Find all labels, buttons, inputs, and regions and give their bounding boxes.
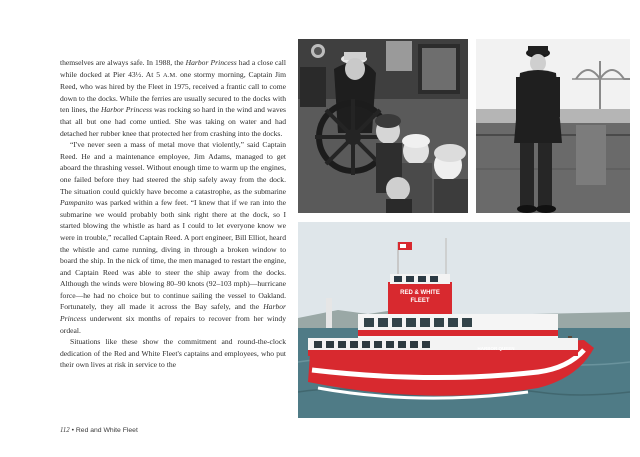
paragraph-3: Situations like these show the commitment and round-the-clock dedication of the Red and White Fleet's captains and employees, who put their own lives at risk in service to the <box>60 337 286 370</box>
photo-captain-with-children <box>298 39 468 213</box>
paragraph-2: “I've never seen a mass of metal move that violently,” said Captain Reed. He and a maintenance employee, Jim Adams, managed to get aboard the thrashing vessel. Without enough time to warm up the engines, one failed before they had steered the ship safely away from the dock. The situation could quickly have become a catastrophe, as the submarine Pampanito was parked within a few feet. “I knew that if we ran into the submarine we would probably both sink right there at the dock, so I started blowing the whistle as hard as I could to let everyone know we were in trouble,” recalled Captain Reed. A port engineer, Bill Elliot, heard the whistle and came running, diving in through a broken window to board the ship. In the nick of time, the men managed to restart the engine, and Captain Reed was able to steer the ship away from the docks. Although the winds were blowing 80–90 knots (92–103 mph)—hurricane force—he had no choice but to continue sailing the vessel to Oakland. Fortunately, they all made it across the Bay safely, and the Harbor Princess underwent six months of repairs to recover from her windy ordeal. <box>60 140 286 335</box>
photo-captain-on-deck <box>476 39 630 213</box>
boat-sign-line-2: FLEET <box>410 298 430 304</box>
photo-ferry-harbor-queen <box>298 222 630 418</box>
page-number: 112 <box>60 427 70 434</box>
page-footer <box>60 427 138 434</box>
book-title: Red and White Fleet <box>75 427 138 434</box>
photo-ferry-graphic <box>298 222 630 418</box>
footer-separator: • <box>71 427 74 434</box>
paragraph-1: themselves are always safe. In 1988, the Harbor Princess had a close call while docked at Pier 43½. At 5 A.M. one stormy morning, Captain Jim Reed, who was hired by the Fleet in 1975, received a frantic call to come down to the docks. While the ferries are usually secured to the docks with ten lines, the Harbor Princess was rocking so hard in the wind and waves that all but one had come untied. She was taking on water and had detached her rubber knee that protected her from crashing into the docks. <box>60 58 286 138</box>
photo-children-graphic <box>298 39 468 213</box>
boat-name-label: HARBOR QUEEN <box>477 346 515 351</box>
photo-captain-graphic <box>476 39 630 213</box>
boat-sign-line-1: RED & WHITE <box>400 290 440 296</box>
body-text <box>60 57 286 371</box>
